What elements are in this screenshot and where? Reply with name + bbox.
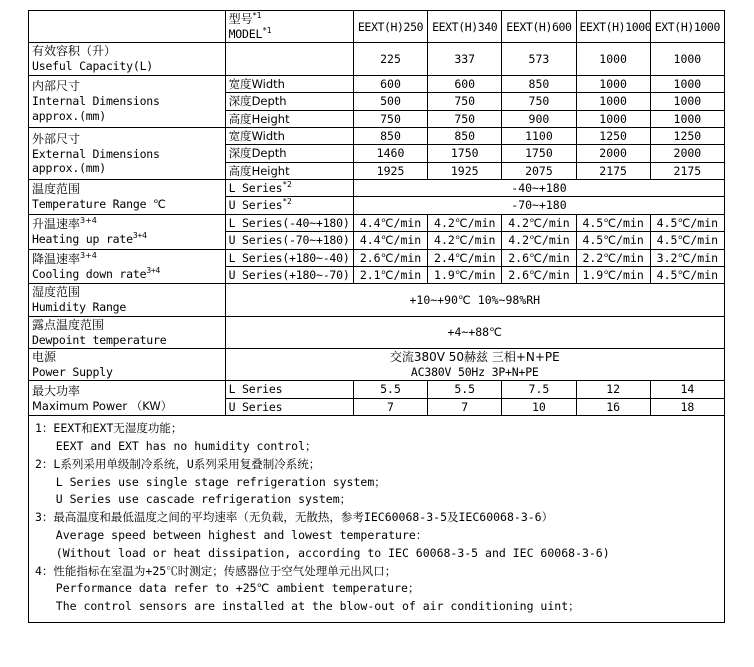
label-cn-sup: 3+4 [80, 215, 97, 225]
cell-value: 850 [353, 127, 427, 144]
cell-value: 1925 [428, 162, 502, 179]
power-supply-en: AC380V 50Hz 3P+N+PE [410, 365, 539, 379]
row-sub-l-series: L Series(+180~-40) [225, 249, 353, 266]
row-label-power-supply [29, 349, 226, 381]
cell-value: 1925 [353, 162, 427, 179]
cell-value: 1.9℃/min [576, 266, 650, 283]
cell-value: 337 [428, 43, 502, 75]
row-label-humidity-range [29, 284, 226, 316]
cell-value: 850 [428, 127, 502, 144]
row-sub-l-series: L Series(-40~+180) [225, 214, 353, 231]
label-cn: 温度范围 [32, 182, 81, 197]
footnote-line: EEXT and EXT has no humidity control； [35, 438, 317, 453]
row-sub-height [225, 110, 353, 127]
spec-sheet [0, 10, 754, 667]
cell-value: 4.5℃/min [576, 232, 650, 249]
cell-value: 2.6℃/min [502, 266, 576, 283]
sub-cn: 宽度 [228, 128, 252, 143]
label-en: External Dimensions [32, 146, 160, 161]
label-en: Power Supply [32, 365, 113, 379]
table-row-max-power-l [29, 381, 725, 398]
cell-value: 1.9℃/min [428, 266, 502, 283]
cell-value: 1460 [353, 145, 427, 162]
sub-en: Depth [251, 94, 287, 109]
header-blank [29, 11, 226, 43]
table-header-row [29, 11, 725, 43]
cell-value: 16 [576, 398, 650, 415]
cell-value-span: -40~+180 [353, 180, 724, 197]
cell-value: 1000 [576, 93, 650, 110]
label-cn-sup: 3+4 [80, 250, 97, 260]
footnote-line: 3：最高温度和最低温度之间的平均速率（无负载，无散热，参考IEC60068-3-5及IEC60068-3-6） [35, 510, 554, 525]
cell-value: 2000 [576, 145, 650, 162]
sub-en: Depth [251, 146, 287, 161]
label-en-sup: 3+4 [146, 265, 161, 275]
cell-value: 2175 [576, 162, 650, 179]
sub-en: Height [251, 111, 290, 126]
table-row-heating-l [29, 214, 725, 231]
cell-value: 18 [650, 398, 724, 415]
specification-table [28, 10, 725, 416]
cell-value: 2.2℃/min [576, 249, 650, 266]
cell-value: 4.2℃/min [428, 214, 502, 231]
sub-cn: 深度 [228, 94, 252, 109]
table-row-dewpoint [29, 316, 725, 348]
cell-value: 4.4℃/min [353, 214, 427, 231]
row-label-dewpoint-temperature [29, 316, 226, 348]
label-cn: 外部尺寸 [32, 131, 81, 146]
label-cn: 最大功率 [32, 383, 81, 398]
cell-value: 1000 [576, 75, 650, 92]
table-row-external-width [29, 127, 725, 144]
label-en: Humidity Range [32, 300, 127, 315]
cell-value: 7 [353, 398, 427, 415]
cell-value-span: -70~+180 [353, 197, 724, 214]
row-sub-depth [225, 145, 353, 162]
cell-value: 750 [353, 110, 427, 127]
row-sub-l-series [225, 180, 353, 197]
label-en: Heating up rate [32, 231, 133, 246]
footnote-line: 1：EEXT和EXT无湿度功能； [35, 421, 183, 436]
row-sub-height [225, 162, 353, 179]
header-model-cn: 型号 [228, 12, 253, 26]
cell-value: 4.2℃/min [428, 232, 502, 249]
cell-value: 7 [428, 398, 502, 415]
cell-value: 2.6℃/min [502, 249, 576, 266]
cell-value-span: +4~+88℃ [225, 316, 724, 348]
table-row-humidity-range [29, 284, 725, 316]
row-sub-width [225, 127, 353, 144]
power-supply-cn: 交流380V 50赫兹 三相+N+PE [389, 350, 560, 364]
cell-value-span-power [225, 349, 724, 381]
label-en-approx: approx.(mm) [32, 160, 106, 175]
table-row-useful-capacity [29, 43, 725, 75]
footnote-line: The control sensors are installed at the blow-out of air conditioning uint； [35, 599, 580, 614]
sub-sup: *2 [282, 180, 292, 190]
row-sub-u-series: U Series [225, 398, 353, 415]
label-en: Cooling down rate [32, 266, 147, 281]
footnote-line: (Without load or heat dissipation, according to IEC 60068-3-5 and IEC 60068-3-6) [35, 545, 610, 560]
footnote-line: L Series use single stage refrigeration system； [35, 474, 386, 489]
row-label-heating-up-rate [29, 214, 226, 249]
footnote-line: Performance data refer to +25℃ ambient temperature； [35, 581, 420, 596]
cell-value: 1000 [650, 43, 724, 75]
header-model-cn-sup: *1 [252, 11, 262, 20]
cell-value: 2175 [650, 162, 724, 179]
sub-en: Height [251, 163, 290, 178]
cell-value: 2.1℃/min [353, 266, 427, 283]
cell-value: 1750 [428, 145, 502, 162]
cell-value: 4.2℃/min [502, 232, 576, 249]
cell-value: 1000 [650, 110, 724, 127]
label-cn: 湿度范围 [32, 285, 81, 300]
row-label-useful-capacity [29, 43, 226, 75]
footnote-line: Average speed between highest and lowest temperature： [35, 528, 428, 542]
header-model-en-sup: *1 [262, 26, 272, 36]
cell-value: 1250 [576, 127, 650, 144]
footnote-line: 4：性能指标在室温为+25℃时测定；传感器位于空气处理单元出风口； [35, 563, 397, 578]
label-en-sup: 3+4 [132, 231, 147, 241]
footnotes [28, 416, 725, 623]
row-sub-depth [225, 93, 353, 110]
sub-sup: *2 [282, 197, 292, 207]
header-col-3: EEXT(H)600 [502, 11, 576, 43]
cell-value: 750 [428, 93, 502, 110]
cell-value: 4.4℃/min [353, 232, 427, 249]
cell-value: 2.4℃/min [428, 249, 502, 266]
sub-cn: 高度 [228, 111, 252, 126]
label-cn: 降温速率 [32, 251, 81, 266]
table-row-power-supply [29, 349, 725, 381]
cell-value: 750 [502, 93, 576, 110]
cell-value: 4.5℃/min [650, 266, 724, 283]
label-cn: 升温速率 [32, 216, 81, 231]
cell-value: 500 [353, 93, 427, 110]
sub-en: U Series [228, 198, 283, 213]
header-col-5: EXT(H)1000 [650, 11, 724, 43]
row-label-maximum-power [29, 381, 226, 416]
cell-value: 900 [502, 110, 576, 127]
footnote-line: 2：L系列采用单级制冷系统，U系列采用复叠制冷系统； [35, 456, 321, 471]
cell-value: 2075 [502, 162, 576, 179]
cell-value: 1100 [502, 127, 576, 144]
cell-value: 5.5 [353, 381, 427, 398]
cell-value: 2.6℃/min [353, 249, 427, 266]
table-row-internal-width [29, 75, 725, 92]
label-cn: 内部尺寸 [32, 79, 81, 94]
label-en: Maximum Power （KW） [32, 398, 173, 413]
cell-value: 573 [502, 43, 576, 75]
label-cn: 有效容积（升） [32, 44, 117, 59]
cell-value: 225 [353, 43, 427, 75]
sub-en: Width [251, 128, 285, 143]
cell-value: 1000 [576, 43, 650, 75]
label-cn: 露点温度范围 [32, 317, 105, 332]
header-col-4: EEXT(H)1000 [576, 11, 650, 43]
cell-value: 1000 [650, 75, 724, 92]
cell-value: 10 [502, 398, 576, 415]
header-col-2: EEXT(H)340 [428, 11, 502, 43]
table-row-cooling-l [29, 249, 725, 266]
cell-value: 1250 [650, 127, 724, 144]
header-model-cell [225, 11, 353, 43]
cell-value: 1750 [502, 145, 576, 162]
cell-value: 4.5℃/min [650, 214, 724, 231]
row-sub-u-series: U Series(+180~-70) [225, 266, 353, 283]
sub-en: L Series [228, 181, 283, 195]
row-label-cooling-down-rate [29, 249, 226, 284]
row-sub-width [225, 75, 353, 92]
cell-value: 1000 [576, 110, 650, 127]
cell-value: 3.2℃/min [650, 249, 724, 266]
cell-value: 600 [428, 75, 502, 92]
label-en: Temperature Range ℃ [32, 197, 166, 212]
header-model-en: MODEL [228, 27, 263, 41]
row-label-temperature-range [29, 180, 226, 215]
label-en: Dewpoint temperature [32, 332, 167, 347]
cell-value: 14 [650, 381, 724, 398]
row-sub-l-series: L Series [225, 381, 353, 398]
row-label-internal-dimensions [29, 75, 226, 127]
sub-cn: 深度 [228, 146, 252, 161]
cell-value: 4.5℃/min [576, 214, 650, 231]
cell-value: 12 [576, 381, 650, 398]
cell-value: 600 [353, 75, 427, 92]
cell-value: 2000 [650, 145, 724, 162]
label-cn: 电源 [32, 350, 57, 364]
sub-cn: 宽度 [228, 76, 252, 91]
label-en: Internal Dimensions [32, 94, 160, 109]
sub-en: Width [251, 76, 285, 91]
label-en: Useful Capacity(L) [32, 59, 154, 74]
cell-value: 850 [502, 75, 576, 92]
cell-value: 4.2℃/min [502, 214, 576, 231]
cell-value-span: +10~+90℃ 10%~98%RH [225, 284, 724, 316]
sub-cn: 高度 [228, 163, 252, 178]
row-sub-useful-capacity [225, 43, 353, 75]
cell-value: 750 [428, 110, 502, 127]
label-en-approx: approx.(mm) [32, 108, 106, 123]
row-label-external-dimensions [29, 127, 226, 179]
table-row-temp-range-l [29, 180, 725, 197]
header-col-1: EEXT(H)250 [353, 11, 427, 43]
footnote-line: U Series use cascade refrigeration system； [35, 492, 352, 507]
row-sub-u-series: U Series(-70~+180) [225, 232, 353, 249]
cell-value: 4.5℃/min [650, 232, 724, 249]
cell-value: 5.5 [428, 381, 502, 398]
cell-value: 7.5 [502, 381, 576, 398]
cell-value: 1000 [650, 93, 724, 110]
row-sub-u-series [225, 197, 353, 214]
